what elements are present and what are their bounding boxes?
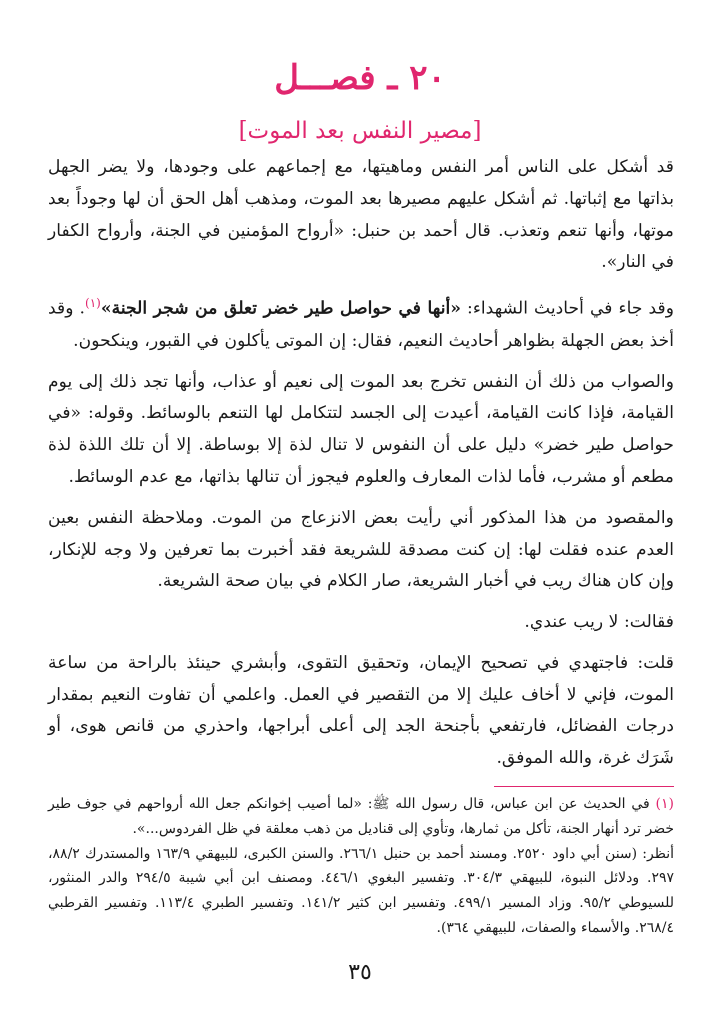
paragraph-3: والصواب من ذلك أن النفس تخرج بعد الموت إلى نعيم أو عذاب، وأنها تجد ذلك إلى يوم القيامة، فإذا كانت القيامة، أعيدت إلى الجسد لتتكامل لها التنعم بالوسائط. وقوله: «في حواصل طير خضر» دليل على أن النفوس لا تنال لذة إلا بوساطة. إلا أن تلك اللذة لذة مطعم أو مشرب، فأما لذات المعارف والعلوم فيجوز أن تنالها بذاتها، مع عدم الوسائط. bbox=[48, 371, 674, 487]
footnote-hadith: في الحديث عن ابن عباس، قال رسول الله ﷺ: «لما أصيب إخوانكم جعل الله أرواحهم في جوف طير خضر ترد أنهار الجنة، تأكل من ثمارها، وتأوي إلى قناديل من ذهب معلقة في ظل الفردوس...». bbox=[48, 796, 674, 837]
hadith-quote: «أنها في حواصل طير خضر تعلق من شجر الجنة» bbox=[100, 298, 462, 319]
paragraph-2-suffix: . وقد أخذ بعض الجهلة بظواهر أحاديث النعيم، فقال: إن الموتى يأكلون في القبور، وينكحون. bbox=[48, 298, 674, 351]
footnote-text-1 bbox=[48, 792, 674, 842]
paragraph-6: قلت: فاجتهدي في تصحيح الإيمان، وتحقيق التقوى، وأبشري حينئذ بالراحة من ساعة الموت، فإني لا أخاف عليك إلا من التقصير في العمل. واعلمي أن تفاوت النعيم بمقدار درجات الفضائل، فارتفعي بأجنحة الجد إلى أعلى أبراجها، واحذري من قانص هوى، أو شَرَك غرة، والله الموفق. bbox=[48, 652, 674, 769]
footnote-text-2: أنظر: (سنن أبي داود ٢٥٢٠. ومسند أحمد بن حنبل ٢٦٦/١. والسنن الكبرى، للبيهقي ١٦٣/٩ والمستدرك ٨٨/٢، ٢٩٧. ودلائل النبوة، للبيهقي ٣٠٤/٣. وتفسير البغوي ٤٤٦/١. ومصنف ابن أبي شيبة ٢٩٤/٥ والدر المنثور، للسيوطي ٩٥/٢. وزاد المسير ٤٩٩/١. وتفسير ابن كثير ١٤١/٢. وتفسير الطبري ١١٣/٤. وتفسير القرطبي ٢٦٨/٤. والأسماء والصفات، للبيهقي ٣٦٤). bbox=[48, 845, 675, 936]
paragraph-2 bbox=[48, 288, 674, 357]
footnote bbox=[48, 792, 674, 941]
paragraph-5: فقالت: لا ريب عندي. bbox=[524, 612, 674, 633]
paragraph-2-prefix: وقد جاء في أحاديث الشهداء: bbox=[461, 298, 675, 319]
chapter-title: ٢٠ ـ فصـــل bbox=[274, 58, 446, 98]
chapter-subtitle: [مصير النفس بعد الموت] bbox=[238, 118, 482, 144]
footnote-number: (١) bbox=[655, 796, 674, 812]
paragraph-1: قد أشكل على الناس أمر النفس وماهيتها، مع إجماعهم على وجودها، ولا يضر الجهل بذاتها مع إثباتها. ثم أشكل عليهم مصيرها بعد الموت، ومذهب أهل الحق أن لها وجوداً بعد موتها، وأنها تنعم وتعذب. قال أحمد بن حنبل: «أرواح المؤمنين في الجنة، وأرواح الكفار في النار». bbox=[48, 157, 674, 273]
main-text bbox=[48, 152, 674, 784]
footnote-reference[interactable]: (١) bbox=[85, 296, 101, 311]
page-number: ٣٥ bbox=[348, 960, 372, 985]
paragraph-4: والمقصود من هذا المذكور أني رأيت بعض الانزعاج من الموت. وملاحظة النفس بعين العدم عنده فقلت لها: إن كنت مصدقة للشريعة فقد أخبرت بما تعرفين ولا وجه للإنكار، وإن كان هناك ريب في أخبار الشريعة، صار الكلام في بيان صحة الشريعة. bbox=[48, 507, 674, 592]
footnote-divider bbox=[494, 786, 674, 787]
